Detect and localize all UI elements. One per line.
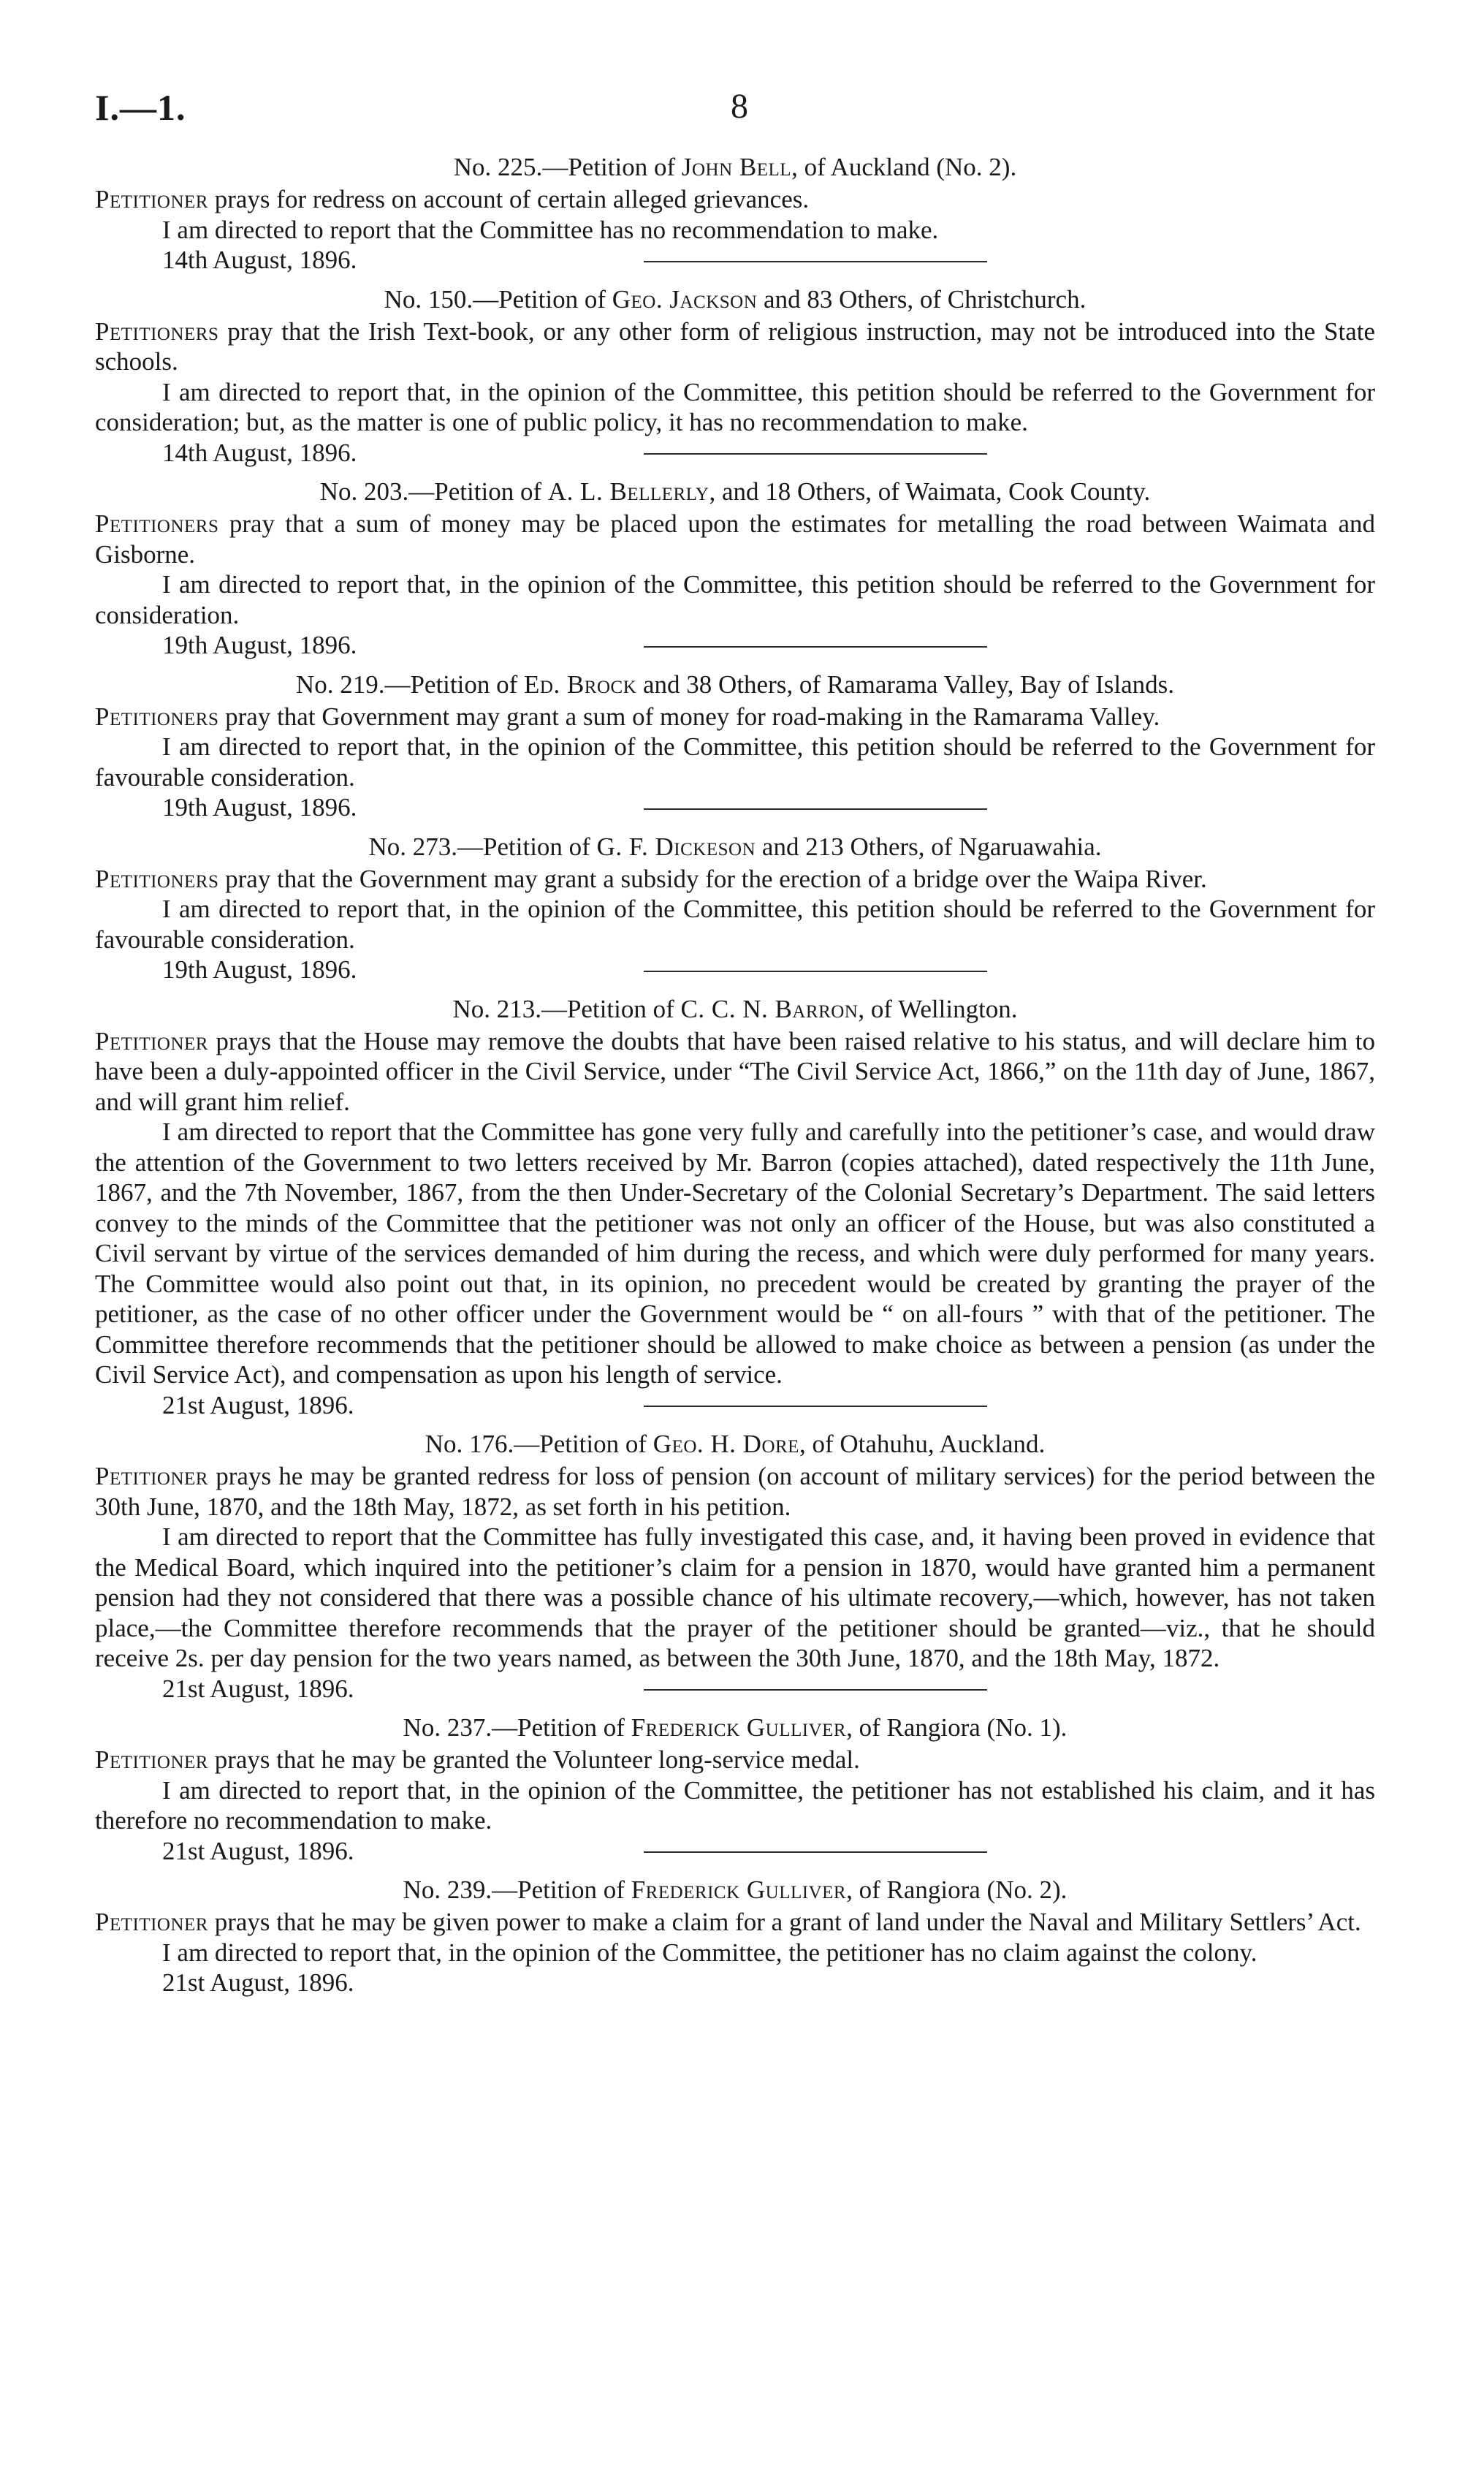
petition-title — [95, 152, 1375, 183]
page-number: 8 — [731, 87, 748, 126]
petition-title — [95, 284, 1375, 315]
prayer-lead: Petitioner — [95, 185, 208, 213]
section-divider — [644, 1406, 987, 1407]
prayer-lead: Petitioners — [95, 509, 219, 538]
committee-report: I am directed to report that, in the opinion of the Committee, this petition should be referred to the Government for consideration; but, as the matter is one of public policy, it has no recommendation to make. — [95, 377, 1375, 436]
petition-title-rest: and 38 Others, of Ramarama Valley, Bay of Islands. — [636, 670, 1175, 699]
prayer-lead: Petitioners — [95, 864, 219, 893]
petition-entry — [95, 477, 1375, 659]
petition-label: —Petition of — [408, 477, 542, 506]
report-date: 21st August, 1896. — [162, 1836, 354, 1865]
petition-number: No. 225. — [453, 153, 543, 181]
report-date: 21st August, 1896. — [162, 1968, 354, 1997]
report-date: 19th August, 1896. — [162, 793, 357, 822]
petitioner-name: Frederick Gulliver — [631, 1713, 847, 1742]
petition-title — [95, 1429, 1375, 1460]
parliamentary-paper-reference: I.—1. — [95, 87, 186, 128]
petition-number: No. 150. — [384, 284, 473, 314]
petition-number: No. 219. — [295, 670, 385, 699]
petitioner-name: Frederick Gulliver — [631, 1876, 847, 1904]
prayer-text: prays for redress on account of certain alleged grievances. — [208, 185, 810, 213]
prayer-text: prays that the House may remove the doubts that have been raised relative to his status, and will declare him to have been a duly-appointed officer in the Civil Service, under “The Civil Service Act, 1866,” on the 11th day of June, 1867, and will grant him relief. — [95, 1026, 1375, 1116]
petition-prayer — [95, 702, 1375, 732]
petition-entry — [95, 670, 1375, 822]
petition-prayer — [95, 316, 1375, 377]
prayer-text: prays he may be granted redress for loss of pension (on account of military services) for the period between the 30th June, 1870, and the 18th May, 1872, as set forth in his petition. — [95, 1462, 1375, 1521]
petitioner-name: Geo. Jackson — [612, 284, 758, 314]
petition-label: —Petition of — [492, 1876, 625, 1904]
prayer-text: prays that he may be given power to make a claim for a grant of land under the Naval and Military Settlers’ Act. — [208, 1908, 1361, 1936]
petitioner-name: Ed. Brock — [524, 670, 637, 699]
petitioner-name: John Bell — [681, 153, 792, 181]
petition-entry — [95, 994, 1375, 1419]
petition-title — [95, 832, 1375, 862]
prayer-text: pray that the Government may grant a subsidy for the erection of a bridge over the Waipa River. — [218, 864, 1207, 893]
petition-title-rest: and 213 Others, of Ngaruawahia. — [756, 832, 1102, 861]
petition-prayer — [95, 864, 1375, 895]
petition-prayer — [95, 1907, 1375, 1938]
petition-label: —Petition of — [541, 994, 674, 1023]
petition-title-rest: , of Auckland (No. 2). — [791, 153, 1017, 181]
petition-number: No. 176. — [425, 1430, 514, 1458]
petition-title — [95, 670, 1375, 700]
petition-label: —Petition of — [457, 832, 590, 861]
petition-prayer — [95, 1745, 1375, 1775]
petition-prayer — [95, 1026, 1375, 1118]
petition-label: —Petition of — [384, 670, 518, 699]
committee-report: I am directed to report that, in the opinion of the Committee, this petition should be referred to the Government for favourable consideration. — [95, 732, 1375, 792]
petition-prayer — [95, 509, 1375, 569]
committee-report: I am directed to report that, in the opinion of the Committee, this petition should be referred to the Government for consideration. — [95, 570, 1375, 629]
petition-entry — [95, 1875, 1375, 1998]
petition-entry — [95, 152, 1375, 274]
section-divider — [644, 261, 987, 262]
petition-number: No. 273. — [368, 832, 458, 861]
section-divider — [644, 1851, 987, 1853]
committee-report: I am directed to report that the Committee has fully investigated this case, and, it having been proved in evidence that the Medical Board, which inquired into the petitioner’s claim for a pension in 1870, would have granted him a permanent pension had they not considered that there was a possible chance of his ultimate recovery,—which, however, has not taken place,—the Committee therefore recommends that the prayer of the petitioner should be granted—viz., that he should receive 2s. per day pension for the two years named, as between the 30th June, 1870, and the 18th May, 1872. — [95, 1522, 1375, 1672]
petition-number: No. 239. — [403, 1876, 492, 1904]
petition-entry — [95, 832, 1375, 984]
report-date: 14th August, 1896. — [162, 246, 357, 274]
petition-prayer — [95, 184, 1375, 215]
petition-label: —Petition of — [514, 1430, 647, 1458]
petition-title — [95, 1875, 1375, 1905]
section-divider — [644, 646, 987, 648]
committee-report: I am directed to report that the Committee has no recommendation to make. — [162, 215, 939, 244]
prayer-lead: Petitioners — [95, 702, 219, 731]
prayer-text: prays that he may be granted the Volunteer long-service medal. — [208, 1745, 860, 1774]
petition-number: No. 203. — [319, 477, 409, 506]
report-date: 19th August, 1896. — [162, 631, 357, 659]
petition-number: No. 237. — [403, 1713, 492, 1742]
petition-title-rest: , of Rangiora (No. 2). — [846, 1876, 1068, 1904]
prayer-lead: Petitioner — [95, 1462, 208, 1490]
prayer-text: pray that a sum of money may be placed upon the estimates for metalling the road between Waimata and Gisborne. — [95, 509, 1375, 569]
committee-report: I am directed to report that, in the opinion of the Committee, this petition should be referred to the Government for favourable consideration. — [95, 895, 1375, 954]
petitioner-name: A. L. Bellerly — [547, 477, 709, 506]
report-date: 14th August, 1896. — [162, 438, 357, 467]
petition-title-rest: , of Rangiora (No. 1). — [846, 1713, 1068, 1742]
petition-title-rest: , of Wellington. — [858, 994, 1018, 1023]
report-date: 21st August, 1896. — [162, 1390, 354, 1419]
petitioner-name: G. F. Dickeson — [596, 832, 756, 861]
petition-entry — [95, 1429, 1375, 1703]
section-divider — [644, 971, 987, 972]
report-date: 21st August, 1896. — [162, 1674, 354, 1703]
petition-title-rest: , of Otahuhu, Auckland. — [799, 1430, 1046, 1458]
prayer-text: pray that the Irish Text-book, or any other form of religious instruction, may not be introduced into the State schools. — [95, 316, 1375, 376]
petition-title — [95, 1713, 1375, 1743]
prayer-text: pray that Government may grant a sum of money for road-making in the Ramarama Valley. — [218, 702, 1160, 731]
petition-title-rest: and 83 Others, of Christchurch. — [757, 284, 1087, 314]
petitions-content — [95, 152, 1375, 1998]
petitioner-name: C. C. N. Barron — [680, 994, 859, 1023]
prayer-lead: Petitioners — [95, 316, 219, 346]
committee-report: I am directed to report that, in the opinion of the Committee, the petitioner has not established his claim, and it has therefore no recommendation to make. — [95, 1775, 1375, 1835]
page-header — [0, 0, 1484, 146]
committee-report: I am directed to report that, in the opinion of the Committee, the petitioner has no claim against the colony. — [162, 1938, 1257, 1967]
prayer-lead: Petitioner — [95, 1745, 208, 1774]
section-divider — [644, 808, 987, 810]
petition-title — [95, 477, 1375, 507]
committee-report: I am directed to report that the Committee has gone very fully and carefully into the petitioner’s case, and would draw the attention of the Government to two letters received by Mr. Barron (copies attached), dated respectively the 11th June, 1867, and the 7th November, 1867, from the then Under-Secretary of the Colonial Secretary’s Department. The said letters convey to the minds of the Committee that the petitioner was not only an officer of the House, but was also constituted a Civil servant by virtue of the services demanded of him during the recess, and which were duly performed for many years. The Committee would also point out that, in its opinion, no precedent would be created by granting the prayer of the petitioner, as the case of no other officer under the Government would be “ on all-fours ” with that of the petitioner. The Committee therefore recommends that the petitioner should be allowed to make choice as between a pension (as under the Civil Service Act), and compensation as upon his length of service. — [95, 1118, 1375, 1389]
report-date: 19th August, 1896. — [162, 955, 357, 984]
section-divider — [644, 453, 987, 455]
petition-label: —Petition of — [492, 1713, 625, 1742]
petition-entry — [95, 284, 1375, 467]
petition-number: No. 213. — [452, 994, 541, 1023]
petition-title-rest: , and 18 Others, of Waimata, Cook County. — [709, 477, 1151, 506]
petition-prayer — [95, 1461, 1375, 1522]
prayer-lead: Petitioner — [95, 1908, 208, 1936]
petition-label: —Petition of — [542, 153, 676, 181]
prayer-lead: Petitioner — [95, 1026, 208, 1055]
section-divider — [644, 1689, 987, 1691]
petition-label: —Petition of — [473, 284, 606, 314]
petition-title — [95, 994, 1375, 1025]
petition-entry — [95, 1713, 1375, 1865]
petitioner-name: Geo. H. Dore — [652, 1430, 799, 1458]
